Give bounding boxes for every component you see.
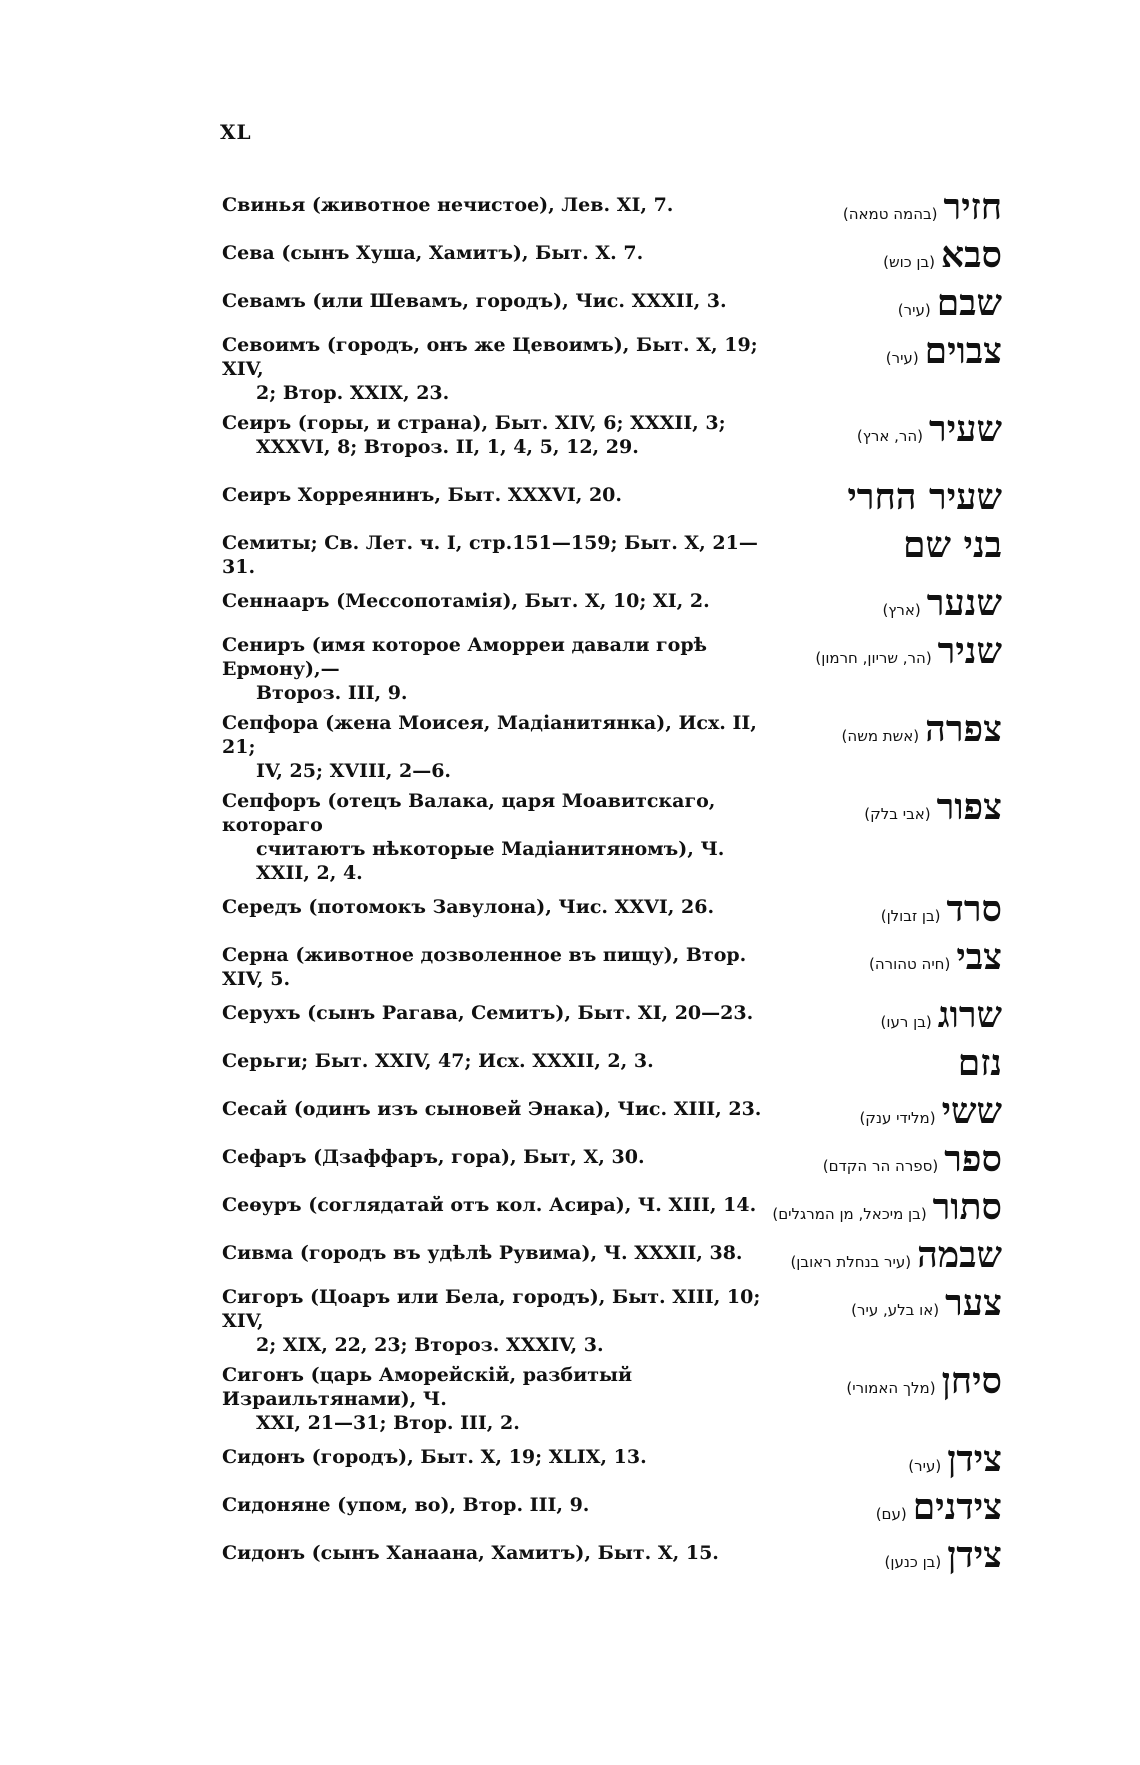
list-item (222, 629, 1002, 705)
entry-russian-line1: Сеиръ Хорреянинъ, Быт. XXXVI, 20. (222, 484, 623, 506)
entry-russian-line1: Сесай (одинъ изъ сыновей Энака), Чис. XIII, 23. (222, 1098, 762, 1120)
entry-hebrew-headword: שרוג (937, 994, 1002, 1036)
entry-russian-text (222, 407, 782, 459)
entry-hebrew-headword: צידן (947, 1534, 1002, 1576)
entry-russian-text (222, 1281, 782, 1357)
entry-russian-line2: 2; Втор. XXIX, 23. (256, 382, 450, 404)
entry-russian-line1: Сеѳуръ (соглядатай отъ кол. Асира), Ч. XIII, 14. (222, 1194, 757, 1216)
entry-hebrew-headword: צפרה (925, 708, 1002, 750)
entry-russian-line1: Сениръ (имя которое Аморреи давали горѣ Ермону),— (222, 634, 707, 680)
entry-russian-text (222, 935, 782, 991)
entry-russian-text (222, 993, 782, 1025)
list-item (222, 935, 1002, 991)
entry-hebrew (842, 707, 1002, 751)
entry-russian-text (222, 185, 782, 217)
entry-hebrew (823, 1137, 1002, 1181)
entry-russian-line1: Сеиръ (горы, и страна), Быт. XIV, 6; XXXII, 3; (222, 412, 726, 434)
entry-hebrew (885, 1533, 1002, 1577)
entry-hebrew (864, 785, 1002, 829)
entry-russian-text (222, 629, 782, 705)
list-item (222, 1281, 1002, 1357)
entry-russian-text (222, 475, 782, 507)
entry-russian-line1: Сепфора (жена Моисея, Мадіанитянка), Исх. II, 21; (222, 712, 757, 758)
entry-russian-text (222, 581, 782, 613)
entry-hebrew-note: (עיר בנחלת ראובן) (790, 1253, 912, 1271)
entry-hebrew (846, 1359, 1002, 1403)
entry-hebrew-note: (עיר) (885, 349, 919, 367)
entry-russian-text (222, 329, 782, 405)
entry-hebrew-note: (עיר) (908, 1457, 942, 1475)
entry-hebrew-note: (מלידי ענק) (859, 1109, 936, 1127)
entry-russian-line2: Второз. III, 9. (256, 682, 408, 704)
entry-hebrew-headword: סיחן (941, 1360, 1002, 1402)
entry-hebrew-note: (מלך האמורי) (846, 1379, 936, 1397)
entry-hebrew-headword: צער (945, 1282, 1002, 1324)
list-item (222, 1437, 1002, 1483)
entry-russian-line1: Свинья (животное нечистое), Лев. XI, 7. (222, 194, 674, 216)
entry-hebrew-headword: צידנים (912, 1486, 1002, 1528)
entry-hebrew-note: (בהמה טמאה) (842, 205, 938, 223)
entry-hebrew-headword: סתור (932, 1186, 1002, 1228)
entry-russian-line2: 2; XIX, 22, 23; Второз. XXXIV, 3. (256, 1334, 604, 1356)
entry-hebrew-headword: צבוים (924, 330, 1002, 372)
entry-hebrew-note: (ארץ) (882, 601, 921, 619)
entry-hebrew-note: (בן מיכאל, מן המרגלים) (772, 1205, 927, 1223)
entry-russian-line1: Сидонъ (сынъ Ханаана, Хамитъ), Быт. X, 15. (222, 1542, 719, 1564)
entry-russian-line1: Сигоръ (Цоаръ или Бела, городъ), Быт. XIII, 10; XIV, (222, 1286, 761, 1332)
entry-hebrew-headword: סרד (946, 888, 1002, 930)
entry-hebrew (851, 1281, 1002, 1325)
list-item (222, 1041, 1002, 1087)
entry-russian-text (222, 1233, 782, 1265)
entry-russian-text (222, 1437, 782, 1469)
entry-hebrew (843, 185, 1002, 229)
entry-russian-text (222, 1533, 782, 1565)
entry-hebrew (857, 407, 1002, 451)
entry-russian-line1: Сигонъ (царь Аморейскій, разбитый Израильтянами), Ч. (222, 1364, 633, 1410)
entry-hebrew-headword: ששי (941, 1090, 1002, 1132)
entry-hebrew-headword: שניר (937, 630, 1002, 672)
entry-hebrew-headword: שנער (926, 582, 1002, 624)
list-item (222, 993, 1002, 1039)
entry-hebrew (886, 329, 1002, 373)
entry-hebrew-headword: שבמה (917, 1234, 1002, 1276)
entry-hebrew (772, 1185, 1002, 1229)
entry-hebrew-note: (בן זבולן) (880, 907, 941, 925)
entry-hebrew (790, 1233, 1002, 1277)
entry-hebrew-note: (ספרה הר הקדם) (822, 1157, 939, 1175)
entry-russian-text (222, 1089, 782, 1121)
entry-russian-line1: Сидонъ (городъ), Быт. X, 19; XLIX, 13. (222, 1446, 647, 1468)
entry-hebrew (958, 1041, 1002, 1085)
entry-russian-line1: Севоимъ (городъ, онъ же Цевоимъ), Быт. X, 19; XIV, (222, 334, 758, 380)
entry-hebrew-headword: צידן (947, 1438, 1002, 1480)
entry-hebrew (859, 1089, 1002, 1133)
entry-russian-line1: Семиты; Св. Лет. ч. I, стр.151—159; Быт. X, 21—31. (222, 532, 758, 578)
entry-russian-text (222, 1485, 782, 1517)
entries-list (222, 185, 1002, 1581)
list-item (222, 233, 1002, 279)
list-item (222, 1485, 1002, 1531)
entry-hebrew-note: (הר, שריון, חרמון) (815, 649, 932, 667)
entry-hebrew-note: (בן כנען) (884, 1553, 942, 1571)
entry-russian-text (222, 785, 782, 885)
entry-hebrew-note: (אבי בלק) (864, 805, 931, 823)
entry-hebrew (882, 581, 1002, 625)
entry-russian-text (222, 1137, 782, 1169)
list-item (222, 1233, 1002, 1279)
page-number: XL (220, 120, 252, 144)
entry-russian-text (222, 523, 782, 579)
entry-hebrew (847, 475, 1002, 519)
entry-hebrew-note: (חיה טהורה) (869, 955, 951, 973)
list-item (222, 707, 1002, 783)
entry-hebrew-note: (עיר) (897, 301, 931, 319)
entry-russian-text (222, 233, 782, 265)
entry-hebrew-note: (בן רעו) (880, 1013, 932, 1031)
entry-hebrew-headword: חזיר (943, 186, 1002, 228)
entry-russian-line1: Сепфоръ (отецъ Валака, царя Моавитскаго, котораго (222, 790, 716, 836)
entry-russian-line1: Сева (сынъ Хуша, Хамитъ), Быт. X. 7. (222, 242, 644, 264)
entry-hebrew-headword: סבא (941, 234, 1002, 276)
entry-hebrew (881, 993, 1002, 1037)
entry-russian-line2: XXI, 21—31; Втор. III, 2. (256, 1412, 520, 1434)
entry-russian-text (222, 281, 782, 313)
entry-hebrew (898, 281, 1002, 325)
list-item (222, 785, 1002, 885)
list-item (222, 1533, 1002, 1579)
entry-russian-line1: Сидоняне (упом, во), Втор. III, 9. (222, 1494, 590, 1516)
entry-russian-line2: XXXVI, 8; Второз. II, 1, 4, 5, 12, 29. (256, 436, 639, 458)
list-item (222, 887, 1002, 933)
entry-hebrew-note: (בן כוש) (883, 253, 936, 271)
list-item (222, 185, 1002, 231)
list-item (222, 281, 1002, 327)
entry-hebrew-headword: שעיר החרי (847, 476, 1002, 518)
entry-russian-line1: Сефаръ (Дзаффаръ, гора), Быт, X, 30. (222, 1146, 645, 1168)
entry-hebrew-note: (או בלע, עיר) (851, 1301, 940, 1319)
entry-hebrew-headword: צבי (956, 936, 1002, 978)
entry-hebrew-headword: שבם (936, 282, 1002, 324)
entry-hebrew (876, 1485, 1002, 1529)
entry-russian-line2: IV, 25; XVIII, 2—6. (256, 760, 452, 782)
entry-hebrew-note: (עם) (875, 1505, 907, 1523)
entry-russian-line1: Серьги; Быт. XXIV, 47; Исх. XXXII, 2, 3. (222, 1050, 654, 1072)
entry-hebrew (815, 629, 1002, 673)
list-item (222, 329, 1002, 405)
entry-russian-line1: Сивма (городъ въ удѣлѣ Рувима), Ч. XXXII, 38. (222, 1242, 743, 1264)
entry-hebrew (908, 1437, 1002, 1481)
entry-russian-line1: Серна (животное дозволенное въ пищу), Втор. XIV, 5. (222, 944, 747, 990)
entry-russian-line2: считаютъ нѣкоторые Мадіанитяномъ), Ч. XXII, 2, 4. (256, 838, 725, 884)
entry-hebrew-note: (הר, ארץ) (856, 427, 924, 445)
list-item (222, 1089, 1002, 1135)
entry-hebrew-note: (אשת משה) (841, 727, 920, 745)
entry-russian-text (222, 707, 782, 783)
entry-hebrew-headword: נזם (957, 1042, 1002, 1084)
list-item (222, 1137, 1002, 1183)
entry-russian-text (222, 1359, 782, 1435)
entry-hebrew-headword: בני שם (903, 524, 1002, 566)
list-item (222, 1359, 1002, 1435)
entry-russian-line1: Сеннааръ (Мессопотамія), Быт. X, 10; XI, 2. (222, 590, 710, 612)
entry-hebrew (883, 233, 1002, 277)
entry-hebrew-headword: צפור (936, 786, 1002, 828)
entry-russian-line1: Севамъ (или Шевамъ, городъ), Чис. XXXII, 3. (222, 290, 727, 312)
list-item (222, 581, 1002, 627)
entry-hebrew-headword: ספר (944, 1138, 1002, 1180)
entry-russian-line1: Середъ (потомокъ Завулона), Чис. XXVI, 26. (222, 896, 715, 918)
entry-hebrew (869, 935, 1002, 979)
entry-russian-text (222, 887, 782, 919)
entry-hebrew (903, 523, 1002, 567)
list-item (222, 523, 1002, 579)
entry-hebrew-headword: שעיר (929, 408, 1002, 450)
list-item (222, 1185, 1002, 1231)
entry-russian-text (222, 1041, 782, 1073)
list-item (222, 407, 1002, 473)
list-item (222, 475, 1002, 521)
entry-hebrew (881, 887, 1002, 931)
entry-russian-line1: Серухъ (сынъ Рагава, Семитъ), Быт. XI, 20—23. (222, 1002, 754, 1024)
entry-russian-text (222, 1185, 782, 1217)
